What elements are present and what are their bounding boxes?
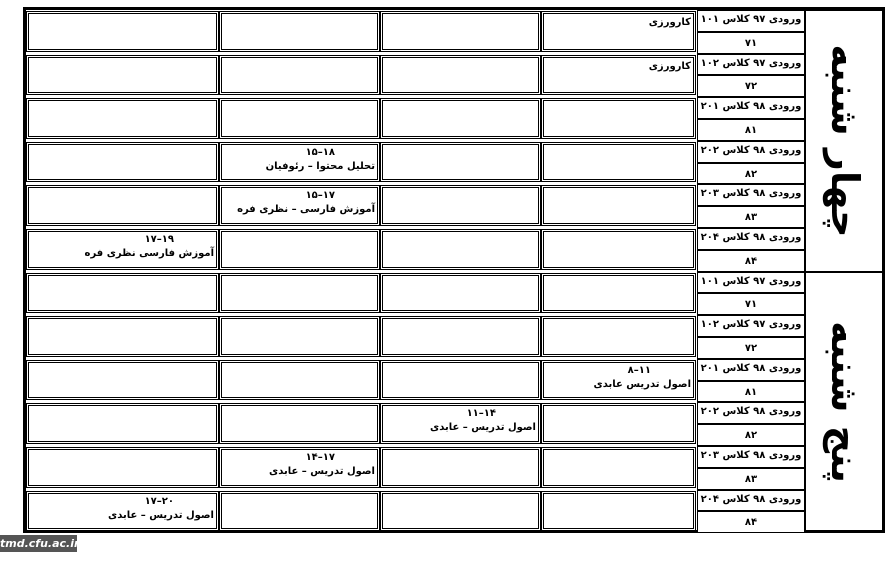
- class-time: ۲۰–۱۷: [144, 495, 174, 507]
- group-label: ورودی ۹۸ کلاس ۲۰۲: [700, 406, 802, 418]
- cell-inner-border: [543, 100, 694, 137]
- schedule-cell[interactable]: [380, 273, 541, 314]
- cell-inner-border: [28, 405, 217, 442]
- cell-inner-border: [543, 275, 694, 312]
- cell-inner-border: [382, 13, 539, 50]
- group-code: ۷۲: [744, 343, 758, 354]
- cell-inner-border: [28, 13, 217, 50]
- group-label-cell: [697, 54, 805, 76]
- cell-inner-border: [221, 57, 378, 94]
- cell-inner-border: [382, 187, 539, 224]
- cell-inner-border: [221, 231, 378, 268]
- schedule-cell[interactable]: [219, 491, 380, 532]
- cell-inner-border: [543, 231, 694, 268]
- group-label: ورودی ۹۸ کلاس ۲۰۳: [700, 450, 802, 461]
- cell-inner-border: [543, 449, 694, 486]
- cell-inner-border: [382, 493, 539, 530]
- cell-inner-border: [221, 405, 378, 442]
- schedule-cell[interactable]: [219, 11, 380, 52]
- group-label: ورودی ۹۸ کلاس ۲۰۲: [700, 144, 802, 156]
- schedule-cell[interactable]: [219, 273, 380, 314]
- cell-inner-border: [221, 362, 378, 399]
- group-code: ۸۲: [744, 168, 758, 180]
- group-code-cell: [697, 381, 805, 403]
- class-time: ۱۷–۱۵: [305, 190, 335, 202]
- cell-inner-border: [543, 405, 694, 442]
- course-title: اصول تدریس – عابدی: [430, 422, 536, 434]
- cell-inner-border: [382, 100, 539, 137]
- group-label-cell: [697, 315, 805, 337]
- schedule-cell[interactable]: [380, 360, 541, 401]
- group-code-cell: [697, 468, 805, 490]
- group-code-cell: [697, 424, 805, 446]
- group-label: ورودی ۹۷ کلاس ۱۰۱: [700, 14, 802, 25]
- schedule-cell[interactable]: [541, 11, 696, 52]
- schedule-cell[interactable]: [541, 360, 696, 401]
- group-label: ورودی ۹۸ کلاس ۲۰۱: [700, 362, 802, 374]
- class-time: ۱۹–۱۷: [144, 234, 174, 245]
- schedule-cell[interactable]: [380, 55, 541, 96]
- schedule-cell[interactable]: [380, 98, 541, 139]
- group-label-cell: [697, 490, 805, 512]
- schedule-cell[interactable]: [541, 491, 696, 532]
- schedule-cell[interactable]: [541, 185, 696, 226]
- group-label-cell: [697, 10, 805, 32]
- schedule-cell[interactable]: [541, 316, 696, 357]
- group-label: ورودی ۹۷ کلاس ۱۰۲: [700, 319, 802, 331]
- group-code-cell: [697, 293, 805, 315]
- cell-inner-border: [28, 449, 217, 486]
- group-label-cell: [697, 446, 805, 468]
- schedule-cell[interactable]: [219, 185, 380, 226]
- group-label: ورودی ۹۸ کلاس ۲۰۱: [700, 101, 802, 113]
- class-time: ۱۷–۱۴: [305, 452, 335, 463]
- class-time: ۱۱–۸: [627, 364, 651, 376]
- schedule-cell[interactable]: [380, 11, 541, 52]
- cell-inner-border: [221, 100, 378, 137]
- group-code-cell: [697, 32, 805, 54]
- group-code-cell: [697, 511, 805, 533]
- group-code: ۸۴: [744, 255, 758, 267]
- schedule-cell[interactable]: [541, 447, 696, 488]
- class-time: ۱۴–۱۱: [466, 408, 496, 420]
- cell-inner-border: [382, 449, 539, 486]
- group-label-cell: [697, 97, 805, 119]
- class-time: کارورزی: [648, 17, 691, 28]
- schedule-cell[interactable]: [380, 491, 541, 532]
- schedule-cell[interactable]: [541, 229, 696, 270]
- cell-inner-border: [543, 493, 694, 530]
- group-label: ورودی ۹۷ کلاس ۱۰۱: [700, 275, 802, 287]
- schedule-cell[interactable]: [541, 273, 696, 314]
- group-code-cell: [697, 250, 805, 272]
- schedule-cell[interactable]: [541, 55, 696, 96]
- schedule-cell[interactable]: [541, 98, 696, 139]
- group-code: ۸۱: [744, 386, 758, 398]
- cell-inner-border: [382, 318, 539, 355]
- cell-inner-border: [28, 318, 217, 355]
- schedule-cell[interactable]: [380, 403, 541, 444]
- schedule-cell[interactable]: [380, 447, 541, 488]
- class-time: کارورزی: [648, 60, 691, 72]
- schedule-cell[interactable]: [219, 229, 380, 270]
- watermark: tmd.cfu.ac.ir: [0, 537, 80, 550]
- schedule-cell[interactable]: [219, 98, 380, 139]
- course-title: اصول تدریس عابدی: [593, 378, 691, 390]
- schedule-cell[interactable]: [26, 447, 219, 488]
- cell-inner-border: [221, 318, 378, 355]
- schedule-cell[interactable]: [26, 98, 219, 139]
- cell-inner-border: [382, 144, 539, 181]
- cell-inner-border: [28, 57, 217, 94]
- group-label: ورودی ۹۸ کلاس ۲۰۴: [700, 232, 802, 243]
- cell-inner-border: [543, 144, 694, 181]
- group-code-cell: [697, 119, 805, 141]
- cell-inner-border: [382, 57, 539, 94]
- cell-inner-border: [382, 231, 539, 268]
- cell-inner-border: [28, 187, 217, 224]
- day-name: چهار شنبه: [822, 44, 867, 238]
- group-code: ۸۳: [744, 212, 758, 224]
- schedule-cell[interactable]: [26, 55, 219, 96]
- course-title: اصول تدریس – عابدی: [269, 466, 375, 477]
- cell-inner-border: [221, 13, 378, 50]
- group-label: ورودی ۹۸ کلاس ۲۰۳: [700, 188, 802, 200]
- group-code-cell: [697, 206, 805, 228]
- cell-inner-border: [28, 144, 217, 181]
- course-title: آموزش فارسی – نظری فره: [237, 204, 375, 216]
- schedule-cell[interactable]: [380, 229, 541, 270]
- group-code: ۷۱: [744, 37, 758, 49]
- cell-inner-border: [28, 362, 217, 399]
- course-title: تحلیل محتوا – رئوفیان: [265, 160, 375, 172]
- group-code: ۷۲: [744, 81, 758, 93]
- course-title: آموزش فارسی نظری فره: [84, 248, 214, 259]
- schedule-cell[interactable]: [26, 491, 219, 532]
- schedule-cell[interactable]: [26, 273, 219, 314]
- group-label-cell: [697, 359, 805, 381]
- cell-inner-border: [28, 100, 217, 137]
- schedule-cell[interactable]: [219, 447, 380, 488]
- group-code-cell: [697, 337, 805, 359]
- schedule-cell[interactable]: [26, 11, 219, 52]
- schedule-cell[interactable]: [541, 403, 696, 444]
- cell-inner-border: [382, 362, 539, 399]
- group-label-cell: [697, 228, 805, 250]
- group-code: ۷۱: [744, 299, 758, 311]
- schedule-cell[interactable]: [26, 403, 219, 444]
- schedule-cell[interactable]: [380, 142, 541, 183]
- day-name: پنج شنبه: [822, 321, 867, 484]
- cell-inner-border: [221, 275, 378, 312]
- group-code-cell: [697, 75, 805, 97]
- schedule-cell[interactable]: [380, 185, 541, 226]
- schedule-cell[interactable]: [541, 142, 696, 183]
- schedule-cell[interactable]: [219, 142, 380, 183]
- schedule-cell[interactable]: [26, 185, 219, 226]
- schedule-cell[interactable]: [26, 360, 219, 401]
- cell-inner-border: [28, 275, 217, 312]
- cell-inner-border: [221, 493, 378, 530]
- cell-inner-border: [543, 187, 694, 224]
- schedule-cell[interactable]: [26, 316, 219, 357]
- group-label: ورودی ۹۷ کلاس ۱۰۲: [700, 57, 802, 69]
- schedule-cell[interactable]: [26, 229, 219, 270]
- group-label-cell: [697, 141, 805, 163]
- group-code: ۸۲: [744, 430, 758, 442]
- cell-inner-border: [382, 275, 539, 312]
- schedule-cell[interactable]: [219, 316, 380, 357]
- group-code-cell: [697, 163, 805, 185]
- cell-inner-border: [543, 318, 694, 355]
- group-code: ۸۴: [744, 517, 758, 529]
- class-time: ۱۸–۱۵: [305, 146, 335, 158]
- course-title: اصول تدریس – عابدی: [108, 509, 214, 521]
- group-code: ۸۳: [744, 473, 758, 485]
- group-label: ورودی ۹۸ کلاس ۲۰۴: [700, 493, 802, 505]
- group-label-cell: [697, 184, 805, 206]
- schedule-cell[interactable]: [219, 55, 380, 96]
- schedule-cell[interactable]: [219, 403, 380, 444]
- schedule-cell[interactable]: [380, 316, 541, 357]
- schedule-cell[interactable]: [26, 142, 219, 183]
- schedule-cell[interactable]: [219, 360, 380, 401]
- group-code: ۸۱: [744, 125, 758, 136]
- group-label-cell: [697, 402, 805, 424]
- group-label-cell: [697, 272, 805, 294]
